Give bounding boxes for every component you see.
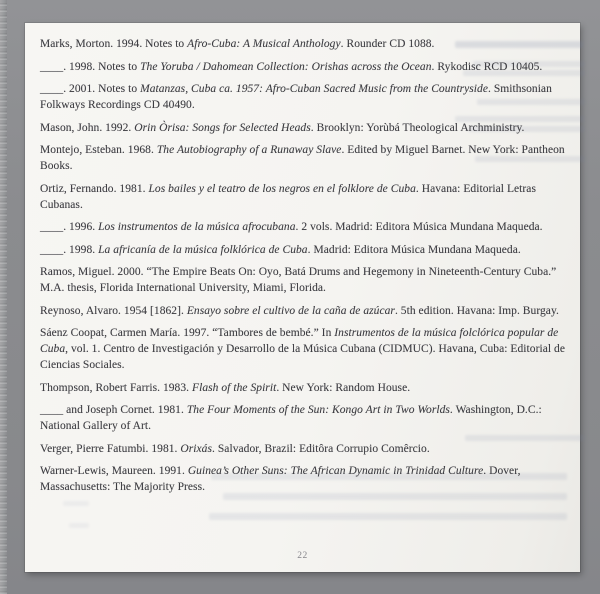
bibliography-entry xyxy=(40,142,568,174)
italic-title-segment: Guinea’s Other Suns: The African Dynamic in Trinidad Culture xyxy=(187,465,484,477)
text-segment: . 2 vols. Madrid: Editora Música Mundana Maqueda. xyxy=(295,221,543,233)
bibliography-entry xyxy=(40,36,568,52)
text-segment: Marks, Morton. 1994. Notes to xyxy=(40,38,188,50)
text-segment: . Dover, Massachusetts: The Majority Press. xyxy=(40,465,521,493)
italic-title-segment: La africanía de la música folklórica de Cuba xyxy=(98,243,308,256)
text-segment: . Rounder CD 1088. xyxy=(340,38,435,50)
text-segment: . Edited by Miguel Barnet. New York: Pantheon Books. xyxy=(40,144,565,172)
italic-title-segment: Instrumentos de la música folclórica popular de Cuba xyxy=(40,327,559,355)
bibliography-entry xyxy=(40,463,568,495)
page-number: 22 xyxy=(297,551,308,561)
text-segment: . Havana: Editorial Letras Cubanas. xyxy=(40,182,536,211)
italic-title-segment: Orin Òrisa: Songs for Selected Heads xyxy=(134,121,311,134)
bleed-through-artifact xyxy=(209,513,567,520)
text-segment: ____. 1998. Notes to xyxy=(40,60,141,73)
text-segment: . Brooklyn: Yorùbá Theological Archministry. xyxy=(310,121,525,134)
text-segment: . Madrid: Editora Música Mundana Maqueda. xyxy=(307,243,521,256)
italic-title-segment: The Four Moments of the Sun: Kongo Art in Two Worlds xyxy=(186,404,450,416)
bibliography-entry xyxy=(40,325,568,373)
bibliography-entry xyxy=(40,120,568,136)
booklet-spine-edge xyxy=(0,0,7,594)
text-segment: ____. 1998. xyxy=(40,243,99,256)
text-segment: . New York: Random House. xyxy=(276,381,411,394)
paper-page xyxy=(25,23,580,572)
bibliography-entry xyxy=(40,219,568,235)
text-segment: Mason, John. 1992. xyxy=(40,121,135,134)
text-segment: ____. 2001. Notes to xyxy=(40,83,141,95)
italic-title-segment: Ensayo sobre el cultivo de la caña de azúcar xyxy=(186,304,395,317)
bibliography-entry xyxy=(40,242,568,258)
bibliography-entry xyxy=(40,303,568,319)
bibliography-entry xyxy=(40,380,568,396)
italic-title-segment: Orixás xyxy=(180,442,213,455)
bibliography xyxy=(40,36,568,502)
text-segment: Ramos, Miguel. 2000. “The Empire Beats On: Oyo, Batá Drums and Hegemony in Nineteenth-Century Cuba.” M.A. thesis, Florida International University, Miami, Florida. xyxy=(40,266,557,294)
text-segment: , vol. 1. Centro de Investigación y Desarrollo de la Música Cubana (CIDMUC). Havana, Cuba: Editorial de Ciencias Sociales. xyxy=(40,343,565,371)
italic-title-segment: The Autobiography of a Runaway Slave xyxy=(156,144,342,156)
text-segment: Verger, Pierre Fatumbi. 1981. xyxy=(40,442,181,455)
italic-title-segment: Afro-Cuba: A Musical Anthology xyxy=(187,38,341,50)
text-segment: Sáenz Coopat, Carmen María. 1997. “Tambores de bembé.” In xyxy=(40,327,335,339)
bibliography-entry xyxy=(40,59,568,75)
text-segment: . Washington, D.C.: National Gallery of Art. xyxy=(40,404,542,432)
text-segment: . 5th edition. Havana: Imp. Burgay. xyxy=(394,304,559,317)
bleed-through-artifact xyxy=(63,501,89,506)
text-segment: Reynoso, Alvaro. 1954 [1862]. xyxy=(40,304,187,317)
text-segment: . Salvador, Brazil: Editôra Corrupio Comêrcio. xyxy=(212,442,430,455)
bibliography-entry xyxy=(40,402,568,434)
bibliography-entry xyxy=(40,81,568,113)
bibliography-entry xyxy=(40,441,568,457)
italic-title-segment: Flash of the Spirit xyxy=(192,381,277,394)
text-segment: . Smithsonian Folkways Recordings CD 40490. xyxy=(40,83,552,111)
text-segment: ____. 1996. xyxy=(40,221,99,233)
text-segment: . Rykodisc RCD 10405. xyxy=(431,60,543,73)
bleed-through-artifact xyxy=(69,523,89,528)
bibliography-entry xyxy=(40,181,568,213)
text-segment: Thompson, Robert Farris. 1983. xyxy=(40,381,192,394)
text-segment: ____ and Joseph Cornet. 1981. xyxy=(40,404,187,416)
italic-title-segment: Matanzas, Cuba ca. 1957: Afro-Cuban Sacred Music from the Countryside xyxy=(140,83,488,95)
bibliography-entry xyxy=(40,264,568,296)
text-segment: Montejo, Esteban. 1968. xyxy=(40,144,157,156)
italic-title-segment: Los bailes y el teatro de los negros en el folklore de Cuba xyxy=(148,182,416,195)
text-segment: Warner-Lewis, Maureen. 1991. xyxy=(40,465,188,477)
italic-title-segment: The Yoruba / Dahomean Collection: Orishas across the Ocean xyxy=(140,60,432,73)
text-segment: Ortiz, Fernando. 1981. xyxy=(40,182,149,195)
italic-title-segment: Los instrumentos de la música afrocubana xyxy=(98,221,296,233)
